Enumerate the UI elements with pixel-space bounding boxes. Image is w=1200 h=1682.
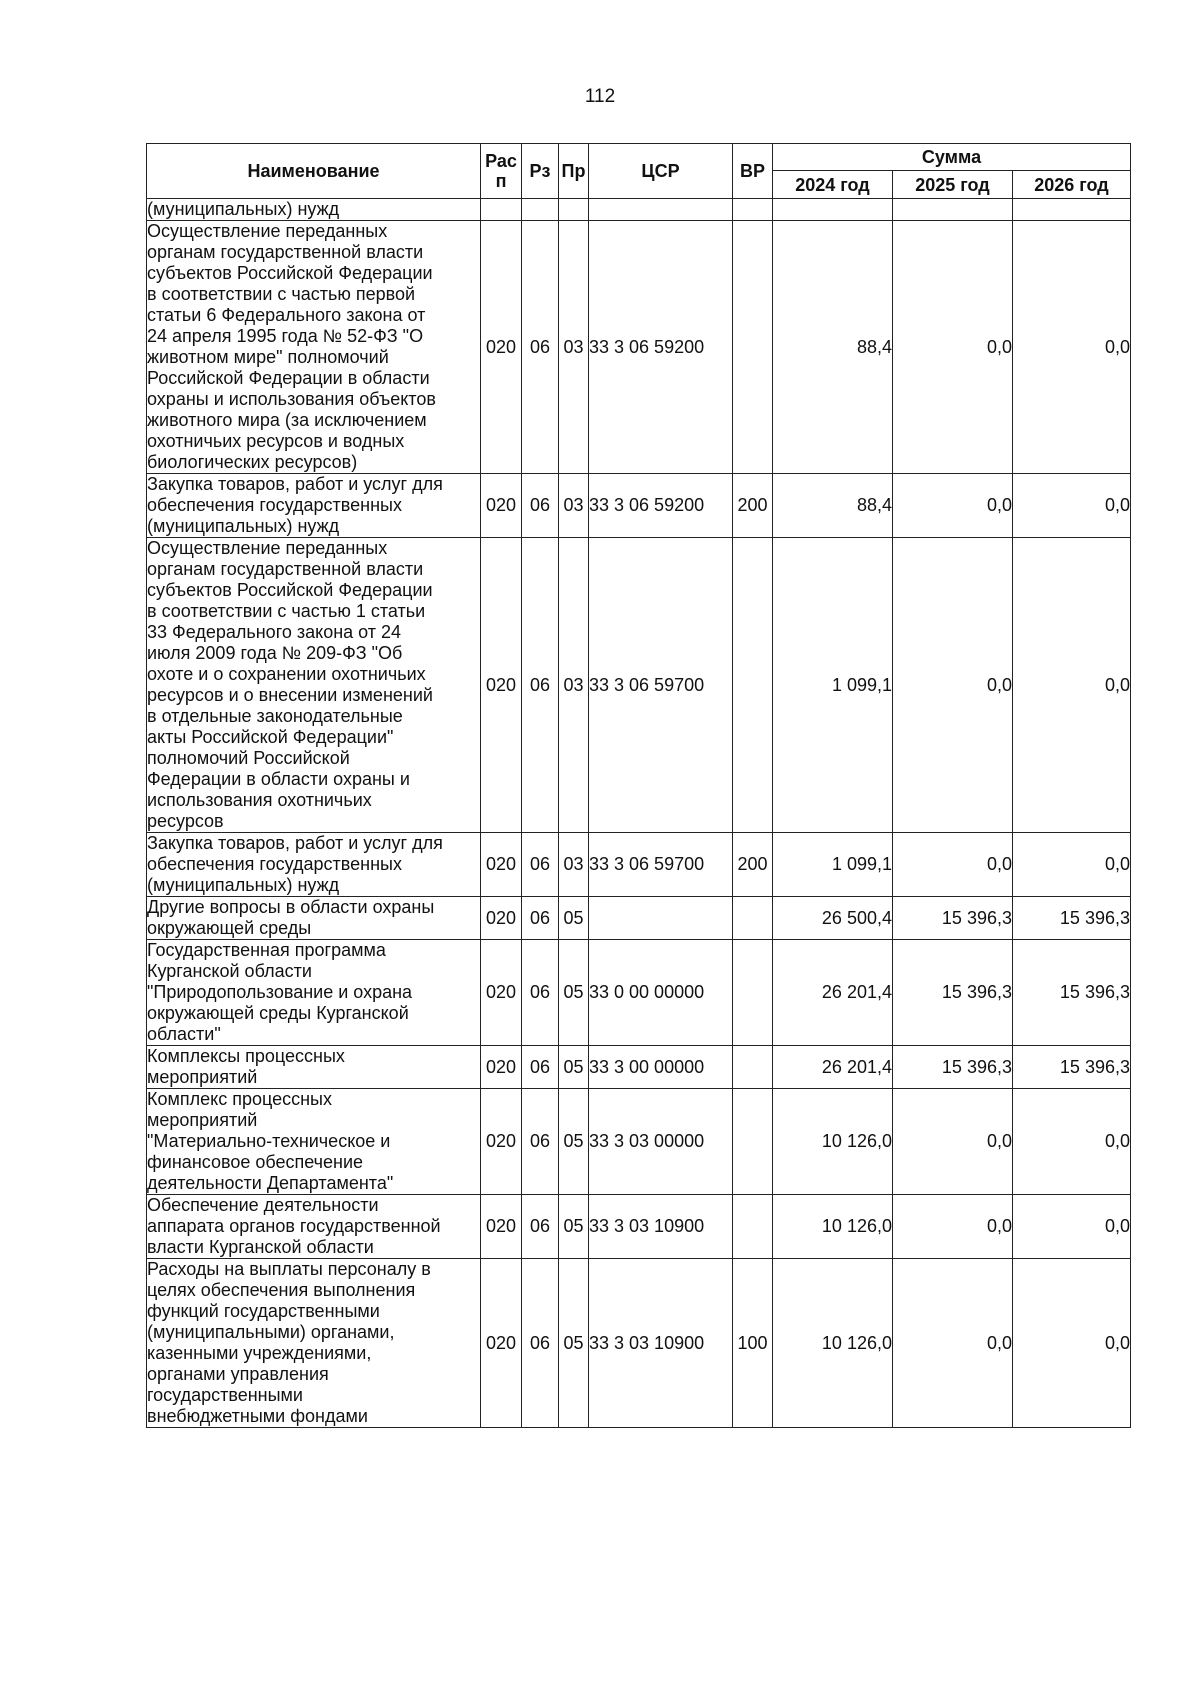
header-rasp: Рас п <box>481 144 522 199</box>
cell-sum-2026: 0,0 <box>1013 474 1131 538</box>
cell-rasp: 020 <box>481 1259 522 1428</box>
cell-vr <box>733 199 773 221</box>
table-row <box>147 538 1131 833</box>
header-year-2025: 2025 год <box>893 171 1013 199</box>
cell-rasp: 020 <box>481 221 522 474</box>
cell-vr <box>733 940 773 1046</box>
header-name: Наименование <box>147 144 481 199</box>
cell-vr: 100 <box>733 1259 773 1428</box>
header-year-2024: 2024 год <box>773 171 893 199</box>
cell-pr <box>559 199 589 221</box>
cell-name: Осуществление переданных органам государственной власти субъектов Российской Федерации в соответствии с частью первой статьи 6 Федерального закона от 24 апреля 1995 года № 52-ФЗ "О животном мире" полномочий Российской Федерации в области охраны и использования объектов животного мира (за исключением охотничьих ресурсов и водных биологических ресурсов) <box>147 221 481 474</box>
cell-name: Закупка товаров, работ и услуг для обеспечения государственных (муниципальных) нужд <box>147 833 481 897</box>
cell-vr: 200 <box>733 833 773 897</box>
cell-pr: 03 <box>559 221 589 474</box>
cell-csr: 33 3 06 59200 <box>589 474 733 538</box>
cell-rasp: 020 <box>481 1195 522 1259</box>
header-csr: ЦСР <box>589 144 733 199</box>
cell-csr <box>589 199 733 221</box>
cell-rz <box>522 199 559 221</box>
cell-rz: 06 <box>522 833 559 897</box>
header-vr: ВР <box>733 144 773 199</box>
cell-sum-2026: 0,0 <box>1013 833 1131 897</box>
cell-name: Закупка товаров, работ и услуг для обеспечения государственных (муниципальных) нужд <box>147 474 481 538</box>
cell-sum-2024 <box>773 199 893 221</box>
cell-csr: 33 3 03 10900 <box>589 1259 733 1428</box>
cell-vr <box>733 1195 773 1259</box>
cell-name: Государственная программа Курганской области "Природопользование и охрана окружающей среды Курганской области" <box>147 940 481 1046</box>
cell-sum-2024: 26 201,4 <box>773 940 893 1046</box>
table-row <box>147 897 1131 940</box>
cell-rasp <box>481 199 522 221</box>
cell-csr: 33 0 00 00000 <box>589 940 733 1046</box>
cell-sum-2026: 15 396,3 <box>1013 940 1131 1046</box>
cell-vr <box>733 897 773 940</box>
cell-pr: 05 <box>559 1195 589 1259</box>
cell-name: Расходы на выплаты персоналу в целях обеспечения выполнения функций государственными (муниципальными) органами, казенными учреждениями, органами управления государственными внебюджетными фондами <box>147 1259 481 1428</box>
cell-name: Осуществление переданных органам государственной власти субъектов Российской Федерации в соответствии с частью 1 статьи 33 Федерального закона от 24 июля 2009 года № 209-ФЗ "Об охоте и о сохранении охотничьих ресурсов и о внесении изменений в отдельные законодательные акты Российской Федерации" полномочий Российской Федерации в области охраны и использования охотничьих ресурсов <box>147 538 481 833</box>
cell-rasp: 020 <box>481 474 522 538</box>
cell-csr: 33 3 06 59700 <box>589 833 733 897</box>
cell-rasp: 020 <box>481 897 522 940</box>
table-row <box>147 221 1131 474</box>
cell-sum-2024: 10 126,0 <box>773 1259 893 1428</box>
table-body <box>147 199 1131 1428</box>
cell-sum-2026: 0,0 <box>1013 1089 1131 1195</box>
cell-rz: 06 <box>522 940 559 1046</box>
cell-rz: 06 <box>522 1046 559 1089</box>
cell-sum-2024: 88,4 <box>773 221 893 474</box>
cell-sum-2025: 15 396,3 <box>893 1046 1013 1089</box>
table-row <box>147 474 1131 538</box>
cell-csr: 33 3 00 00000 <box>589 1046 733 1089</box>
cell-sum-2025 <box>893 199 1013 221</box>
cell-csr: 33 3 06 59700 <box>589 538 733 833</box>
table-row <box>147 1089 1131 1195</box>
table-row <box>147 1046 1131 1089</box>
cell-pr: 05 <box>559 1259 589 1428</box>
cell-vr <box>733 1046 773 1089</box>
cell-name: Обеспечение деятельности аппарата органов государственной власти Курганской области <box>147 1195 481 1259</box>
cell-sum-2024: 26 201,4 <box>773 1046 893 1089</box>
cell-vr: 200 <box>733 474 773 538</box>
cell-sum-2024: 26 500,4 <box>773 897 893 940</box>
page-number: 112 <box>584 86 616 107</box>
cell-sum-2024: 88,4 <box>773 474 893 538</box>
cell-sum-2025: 0,0 <box>893 221 1013 474</box>
cell-rz: 06 <box>522 474 559 538</box>
header-pr: Пр <box>559 144 589 199</box>
cell-sum-2026: 0,0 <box>1013 221 1131 474</box>
cell-sum-2026: 0,0 <box>1013 1259 1131 1428</box>
cell-rz: 06 <box>522 221 559 474</box>
table-row <box>147 199 1131 221</box>
table-row <box>147 1195 1131 1259</box>
cell-sum-2025: 0,0 <box>893 1259 1013 1428</box>
cell-sum-2024: 1 099,1 <box>773 538 893 833</box>
cell-csr: 33 3 03 10900 <box>589 1195 733 1259</box>
budget-table <box>146 143 1131 1428</box>
header-year-2026: 2026 год <box>1013 171 1131 199</box>
cell-sum-2026: 15 396,3 <box>1013 1046 1131 1089</box>
cell-sum-2025: 0,0 <box>893 1195 1013 1259</box>
cell-pr: 05 <box>559 1089 589 1195</box>
cell-pr: 03 <box>559 833 589 897</box>
cell-rz: 06 <box>522 1195 559 1259</box>
cell-sum-2025: 15 396,3 <box>893 897 1013 940</box>
cell-rasp: 020 <box>481 940 522 1046</box>
cell-rasp: 020 <box>481 1089 522 1195</box>
cell-name: Комплексы процессных мероприятий <box>147 1046 481 1089</box>
cell-name: Комплекс процессных мероприятий "Материально-техническое и финансовое обеспечение деятельности Департамента" <box>147 1089 481 1195</box>
cell-sum-2026: 0,0 <box>1013 538 1131 833</box>
cell-sum-2024: 1 099,1 <box>773 833 893 897</box>
cell-pr: 03 <box>559 474 589 538</box>
cell-sum-2025: 0,0 <box>893 538 1013 833</box>
cell-rz: 06 <box>522 538 559 833</box>
cell-pr: 05 <box>559 1046 589 1089</box>
cell-sum-2025: 0,0 <box>893 474 1013 538</box>
cell-rz: 06 <box>522 1089 559 1195</box>
header-rz: Рз <box>522 144 559 199</box>
table-row <box>147 1259 1131 1428</box>
cell-vr <box>733 1089 773 1195</box>
table-row <box>147 833 1131 897</box>
cell-rasp: 020 <box>481 538 522 833</box>
cell-pr: 05 <box>559 940 589 1046</box>
cell-sum-2026 <box>1013 199 1131 221</box>
cell-sum-2025: 15 396,3 <box>893 940 1013 1046</box>
cell-name: Другие вопросы в области охраны окружающей среды <box>147 897 481 940</box>
cell-vr <box>733 221 773 474</box>
cell-sum-2025: 0,0 <box>893 1089 1013 1195</box>
cell-rz: 06 <box>522 1259 559 1428</box>
cell-csr: 33 3 03 00000 <box>589 1089 733 1195</box>
header-sum: Сумма <box>773 144 1131 171</box>
cell-csr: 33 3 06 59200 <box>589 221 733 474</box>
cell-rz: 06 <box>522 897 559 940</box>
cell-pr: 03 <box>559 538 589 833</box>
cell-sum-2026: 0,0 <box>1013 1195 1131 1259</box>
cell-rasp: 020 <box>481 1046 522 1089</box>
cell-sum-2026: 15 396,3 <box>1013 897 1131 940</box>
cell-sum-2024: 10 126,0 <box>773 1089 893 1195</box>
cell-vr <box>733 538 773 833</box>
cell-csr <box>589 897 733 940</box>
table-row <box>147 940 1131 1046</box>
cell-sum-2024: 10 126,0 <box>773 1195 893 1259</box>
cell-name: (муниципальных) нужд <box>147 199 481 221</box>
cell-rasp: 020 <box>481 833 522 897</box>
table-header <box>147 144 1131 199</box>
cell-sum-2025: 0,0 <box>893 833 1013 897</box>
cell-pr: 05 <box>559 897 589 940</box>
